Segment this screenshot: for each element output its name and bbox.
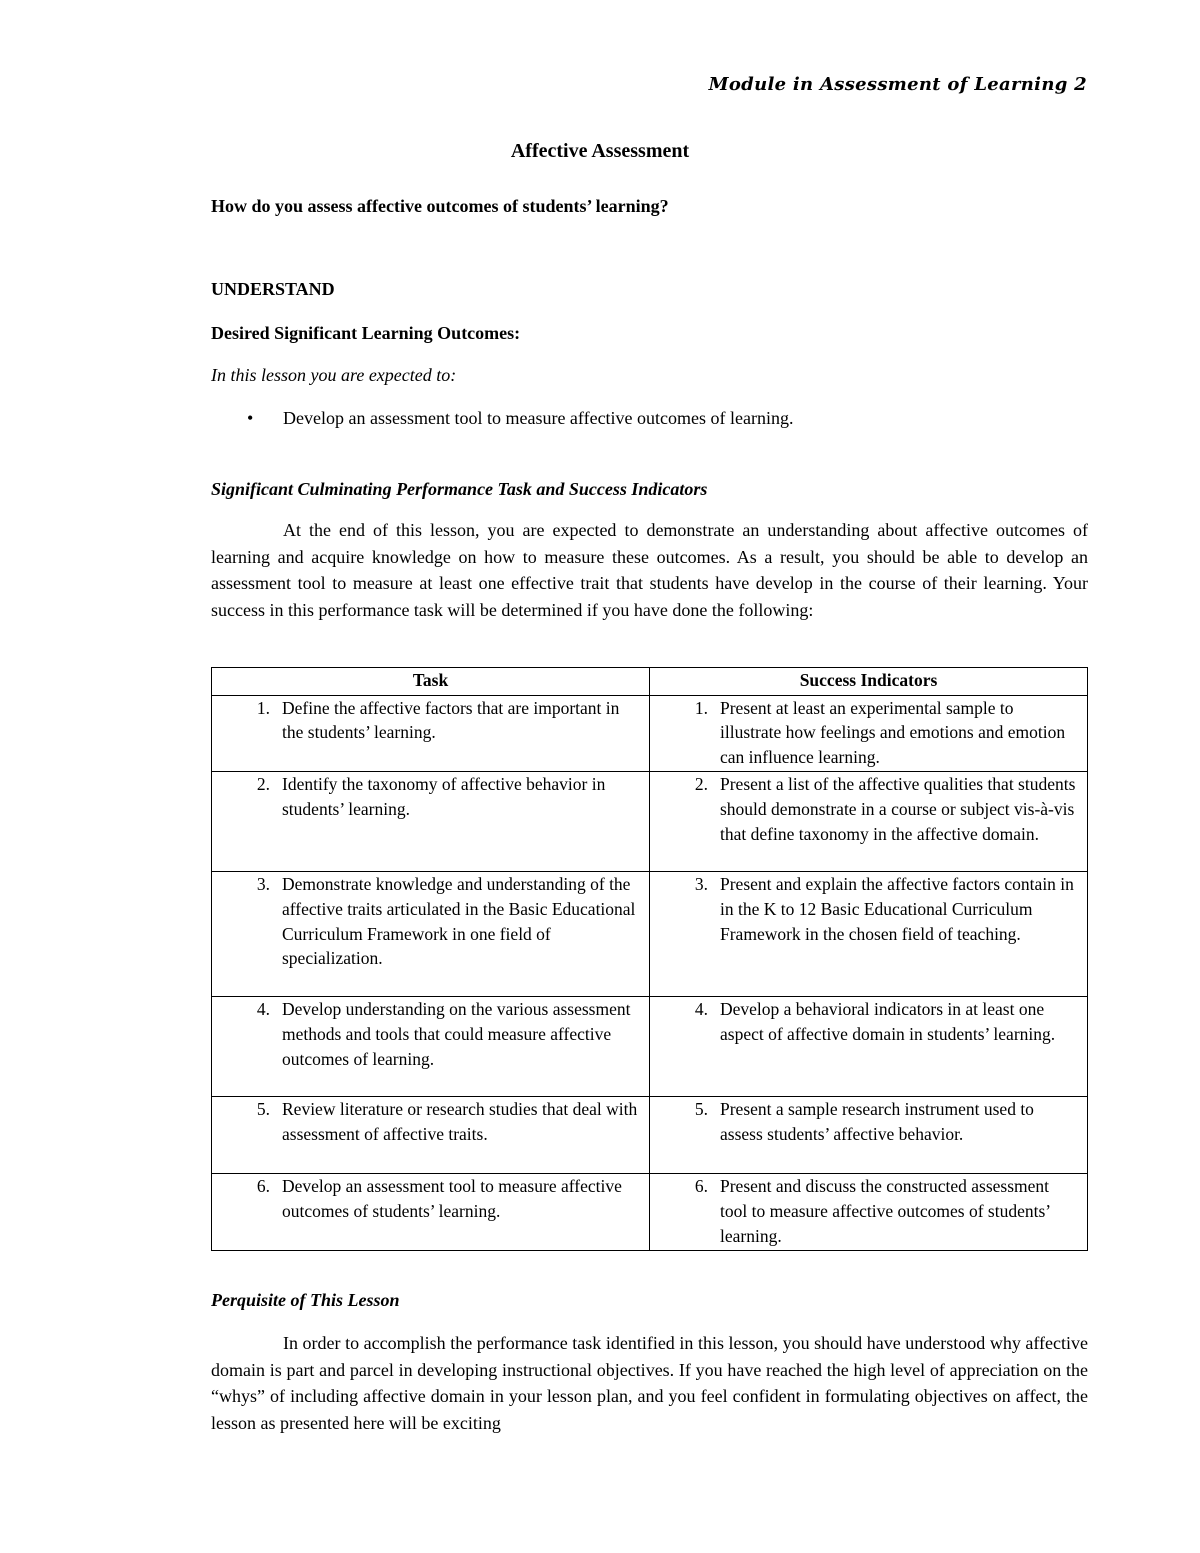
task-cell: Demonstrate knowledge and understanding of the affective traits articulated in the Basic Educational Curriculum Framework in one field of specialization. [282, 874, 636, 969]
page-title: Affective Assessment [510, 140, 690, 162]
table-row [212, 1097, 1088, 1174]
table-header-row [212, 668, 1088, 696]
running-header: Module in Assessment of Learning 2 [708, 74, 1087, 95]
indicator-cell: Present at least an experimental sample to illustrate how feelings and emotions and emotion can influence learning. [720, 697, 1066, 767]
task-table [211, 667, 1088, 1251]
outcomes-heading: Desired Significant Learning Outcomes: [211, 323, 521, 343]
outcomes-intro: In this lesson you are expected to: [211, 365, 457, 385]
row-number: 1. [256, 697, 270, 718]
indicator-cell: Present and discuss the constructed assessment tool to measure affective outcomes of students’ learning. [720, 1176, 1050, 1246]
guiding-question: How do you assess affective outcomes of students’ learning? [211, 196, 669, 216]
row-number: 6. [256, 1176, 270, 1197]
indicator-cell: Present and explain the affective factors contain in in the K to 12 Basic Educational Curriculum Framework in the chosen field of teaching. [720, 874, 1074, 944]
column-header-task: Task [212, 668, 650, 696]
row-number: 4. [694, 999, 708, 1020]
row-number: 5. [694, 1099, 708, 1120]
prereq-heading: Perquisite of This Lesson [211, 1290, 400, 1310]
row-number: 6. [694, 1176, 708, 1197]
table-row [212, 1174, 1088, 1251]
task-cell: Identify the taxonomy of affective behavior in students’ learning. [282, 774, 606, 819]
prereq-paragraph: In order to accomplish the performance task identified in this lesson, you should have understood why affective domain is part and parcel in developing instructional objectives. If you have reached the high level of appreciation on the “whys” of including affective domain in your lesson plan, and you feel confident in formulating objectives on affect, the lesson as presented here will be exciting [211, 1333, 1088, 1433]
indicator-cell: Present a list of the affective qualities that students should demonstrate in a course or subject vis-à-vis that define taxonomy in the affective domain. [720, 774, 1076, 844]
row-number: 4. [256, 999, 270, 1020]
row-number: 3. [694, 874, 708, 895]
outcome-item: Develop an assessment tool to measure affective outcomes of learning. [283, 408, 794, 428]
column-header-indicators: Success Indicators [650, 668, 1088, 696]
indicator-cell: Present a sample research instrument used to assess students’ affective behavior. [720, 1099, 1034, 1144]
row-number: 3. [256, 874, 270, 895]
task-paragraph: At the end of this lesson, you are expected to demonstrate an understanding about affective outcomes of learning and acquire knowledge on how to measure these outcomes. As a result, you should be able to develop an assessment tool to measure at least one effective trait that students have develop in the course of their learning. Your success in this performance task will be determined if you have done the following: [211, 520, 1088, 620]
table-row [212, 872, 1088, 997]
table-row [212, 772, 1088, 872]
row-number: 5. [256, 1099, 270, 1120]
task-cell: Define the affective factors that are important in the students’ learning. [282, 697, 620, 743]
indicator-cell: Develop a behavioral indicators in at least one aspect of affective domain in students’ learning. [720, 999, 1056, 1044]
table-row [212, 997, 1088, 1097]
row-number: 1. [694, 697, 708, 718]
table-row [212, 695, 1088, 772]
task-cell: Develop understanding on the various assessment methods and tools that could measure affective outcomes of learning. [282, 999, 631, 1069]
section-heading: UNDERSTAND [211, 279, 335, 299]
task-heading: Significant Culminating Performance Task and Success Indicators [211, 479, 708, 499]
task-cell: Develop an assessment tool to measure affective outcomes of students’ learning. [282, 1176, 622, 1221]
bullet-icon: • [247, 408, 254, 428]
task-cell: Review literature or research studies that deal with assessment of affective traits. [282, 1099, 638, 1144]
row-number: 2. [256, 774, 270, 795]
row-number: 2. [694, 774, 708, 795]
